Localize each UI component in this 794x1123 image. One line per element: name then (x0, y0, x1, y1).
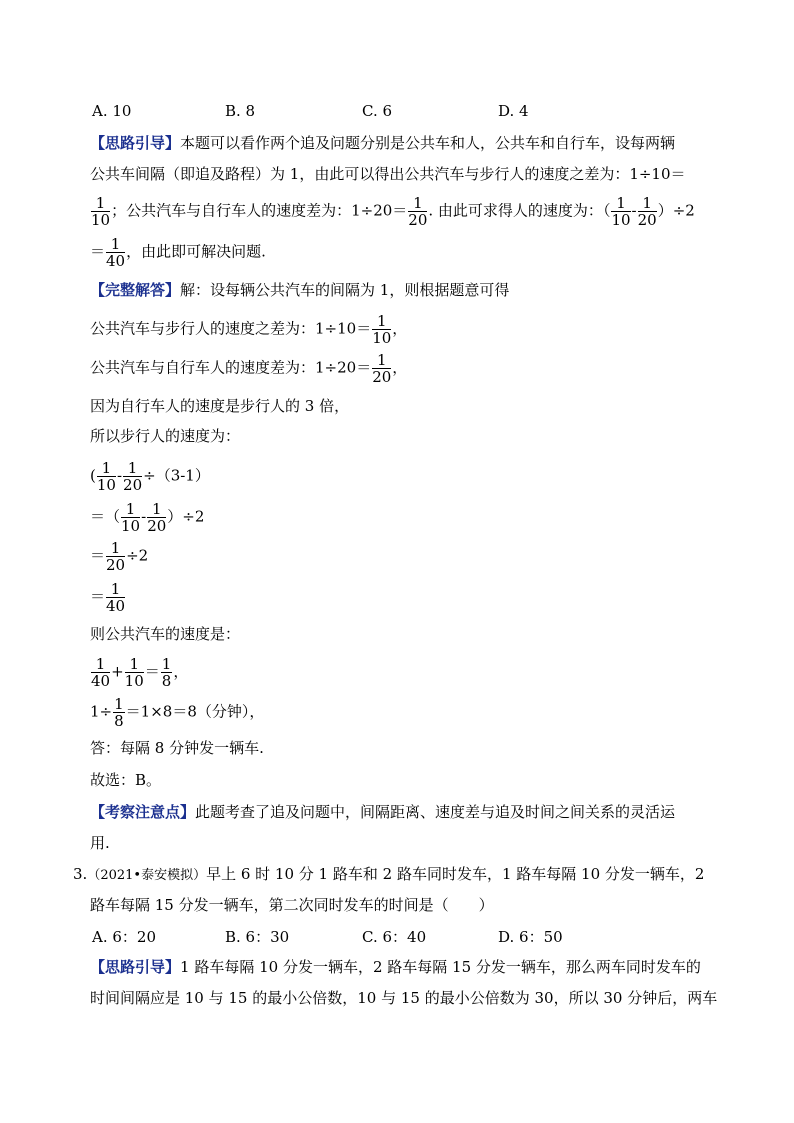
q3-hint-label: 【思路引导】 (90, 958, 181, 976)
answer-walker-diff: 公共汽车与步行人的速度之差为：1÷10＝ $\frac{1}{10}$ ， (90, 312, 408, 347)
q3-hint-line-2: 时间间隔应是 10 与 15 的最小公倍数，10 与 15 的最小公倍数为 30，所以 30 分钟后，两车 (90, 989, 718, 1007)
q3-option-a: A. 6：20 (92, 928, 156, 946)
calc-step-2: ＝（ $\frac{1}{10}$ - $\frac{1}{20}$ ）÷2 (90, 500, 205, 535)
answer-intro: 【完整解答】解：设每辆公共汽车的间隔为 1，则根据题意可得 (90, 281, 510, 299)
answer-because: 因为自行车人的速度是步行人的 3 倍， (90, 397, 350, 415)
q3-option-b: B. 6：30 (225, 928, 290, 946)
calc-interval: 1÷ $\frac{1}{8}$ ＝1×8＝8（分钟）， (90, 695, 265, 730)
fraction: $\frac{1}{8}$ (114, 695, 124, 730)
fraction: $\frac{1}{40}$ (106, 580, 126, 615)
answer-bike-diff: 公共汽车与自行车人的速度差为：1÷20＝ $\frac{1}{20}$ ， (90, 351, 408, 386)
fraction: $\frac{1}{8}$ (161, 655, 172, 690)
q3-source: （2021•泰安模拟） (87, 868, 207, 883)
hint-line-3: $\frac{1}{10}$ ；公共汽车与自行车人的速度差为：1÷20＝ $\frac{1}{20}$ . 由此可求得人的速度为：（ $\frac{1}{10}$ - $\frac{1}{20}$ ）÷2 (91, 194, 695, 229)
fraction: $\frac{1}{40}$ (91, 655, 111, 690)
answer-reply: 答：每隔 8 分钟发一辆车. (90, 739, 264, 757)
hint-line-1 (90, 133, 675, 153)
q3-line-2: 路车每隔 15 分发一辆车，第二次同时发车的时间是（ ） (90, 896, 494, 914)
option-d: D. 4 (498, 102, 529, 120)
q3-line-1: 3.（2021•泰安模拟）早上 6 时 10 分 1 路车和 2 路车同时发车，1 路车每隔 10 分发一辆车，2 (73, 865, 705, 883)
note-label: 【考察注意点】 (90, 803, 196, 821)
fraction: $\frac{1}{20}$ (637, 194, 657, 229)
fraction: $\frac{1}{10}$ (124, 655, 144, 690)
calc-step-4: ＝ $\frac{1}{40}$ (90, 580, 126, 615)
answer-so: 所以步行人的速度为： (90, 427, 241, 445)
hint-label: 【思路引导】 (90, 134, 181, 152)
q3-hint-line-1: 【思路引导】1 路车每隔 10 分发一辆车，2 路车每隔 15 分发一辆车，那么两车同时发车的 (90, 958, 701, 976)
fraction: $\frac{1}{20}$ (123, 459, 143, 494)
fraction: $\frac{1}{40}$ (106, 235, 126, 270)
calc-step-3: ＝ $\frac{1}{20}$ ÷2 (90, 539, 149, 574)
note-line-2: 用. (90, 834, 110, 852)
note-line-1: 【考察注意点】此题考查了追及问题中，间隔距离、速度差与追及时间之间关系的灵活运 (90, 803, 676, 821)
answer-label: 【完整解答】 (90, 281, 181, 299)
fraction: $\frac{1}{10}$ (611, 194, 631, 229)
fraction: $\frac{1}{20}$ (372, 351, 392, 386)
fraction: $\frac{1}{20}$ (147, 500, 167, 535)
option-c: C. 6 (362, 102, 393, 120)
fraction: $\frac{1}{20}$ (106, 539, 126, 574)
q3-option-c: C. 6：40 (362, 928, 427, 946)
hint-line-4: ＝ $\frac{1}{40}$ ，由此即可解决问题. (90, 235, 266, 270)
fraction: $\frac{1}{10}$ (96, 459, 116, 494)
calc-bus-speed: $\frac{1}{40}$ + $\frac{1}{10}$ ＝ $\frac{1}{8}$ ， (91, 655, 189, 690)
option-a: A. 10 (92, 102, 132, 120)
answer-bus-speed: 则公共汽车的速度是： (90, 625, 241, 643)
hint-text-1: 本题可以看作两个追及问题分别是公共车和人，公共车和自行车，设每两辆 (180, 134, 676, 152)
fraction: $\frac{1}{10}$ (372, 312, 392, 347)
hint-line-2: 公共车间隔（即追及路程）为 1，由此可以得出公共汽车与步行人的速度之差为：1÷10＝ (90, 165, 686, 183)
option-b: B. 8 (225, 102, 256, 120)
q3-option-d: D. 6：50 (498, 928, 563, 946)
calc-step-1: ( $\frac{1}{10}$ - $\frac{1}{20}$ ÷（3-1） (90, 459, 210, 494)
fraction: $\frac{1}{10}$ (91, 194, 111, 229)
fraction: $\frac{1}{20}$ (408, 194, 428, 229)
fraction: $\frac{1}{10}$ (121, 500, 141, 535)
answer-choice: 故选：B。 (90, 771, 162, 789)
q3-number: 3. (73, 865, 88, 883)
